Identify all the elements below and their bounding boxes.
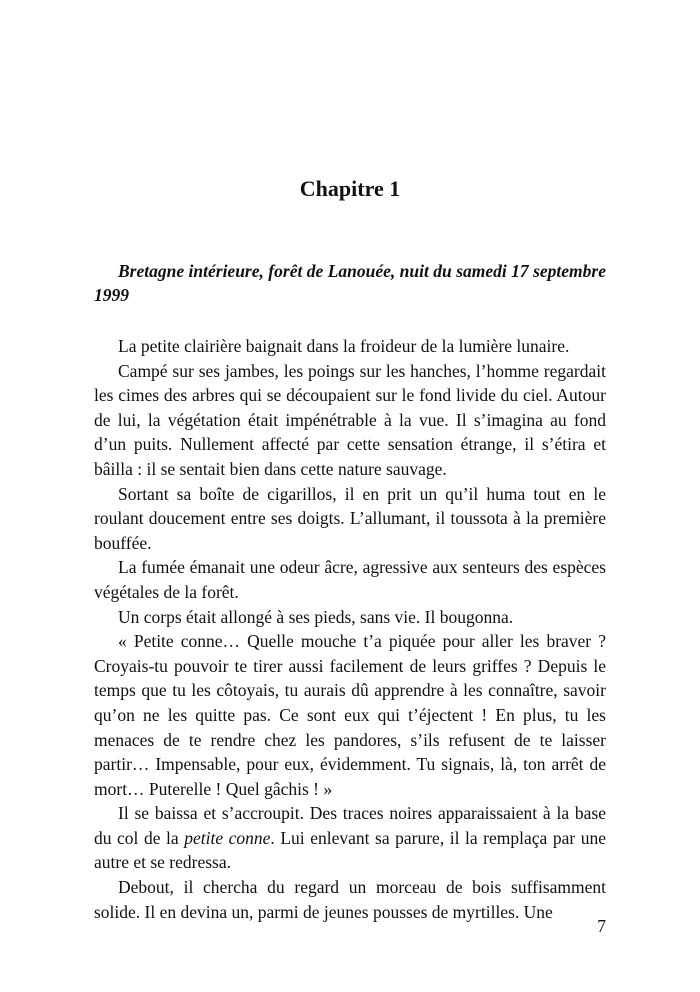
paragraph-text: Il se baissa et s’accroupit. Des traces noires apparaissaient à la base du col de la [94, 803, 606, 848]
paragraph [94, 801, 606, 875]
paragraph: « Petite conne… Quelle mouche t’a piquée pour aller les braver ? Croyais-tu pouvoir te tirer aussi facilement de leurs griffes ? Depuis le temps que tu les côtoyais, tu aurais dû apprendre à les connaître, savoir qu’on ne les quitte pas. Ce sont eux qui t’éjectent ! En plus, tu les menaces de te rendre chez les pandores, s’ils refusent de te laisser partir… Impensable, pour eux, évidemment. Tu signais, là, ton arrêt de mort… Puterelle ! Quel gâchis ! » [94, 631, 606, 799]
paragraph: La petite clairière baignait dans la froideur de la lumière lunaire. [118, 336, 570, 356]
paragraph: Debout, il chercha du regard un morceau de bois suffisamment solide. Il en devina un, parmi de jeunes pousses de myrtilles. Une [94, 877, 606, 922]
paragraph: La fumée émanait une odeur âcre, agressive aux senteurs des espèces végétales de la forêt. [94, 557, 606, 602]
italic-phrase: petite conne [184, 827, 271, 848]
chapter-subtitle: Bretagne intérieure, forêt de Lanouée, nuit du samedi 17 septembre 1999 [94, 261, 606, 305]
chapter-title: Chapitre 1 [299, 176, 401, 201]
paragraph-text: . Lui enlevant sa parure, il la remplaça par une autre et se redressa. [94, 827, 607, 873]
paragraph: Sortant sa boîte de cigarillos, il en prit un qu’il huma tout en le roulant doucement entre ses doigts. L’allumant, il toussota à la première bouffée. [94, 483, 606, 553]
body-text [94, 334, 606, 924]
page-number: 7 [597, 916, 606, 936]
paragraph: Un corps était allongé à ses pieds, sans vie. Il bougonna. [118, 606, 514, 627]
paragraph: Campé sur ses jambes, les poings sur les hanches, l’homme regardait les cimes des arbres qui se découpaient sur le fond livide du ciel. Autour de lui, la végétation était impénétrable à la vue. Il s’imagina au fond d’un puits. Nullement affecté par cette sensation étrange, il s’étira et bâilla : il se sentait bien dans cette nature sauvage. [94, 360, 606, 479]
